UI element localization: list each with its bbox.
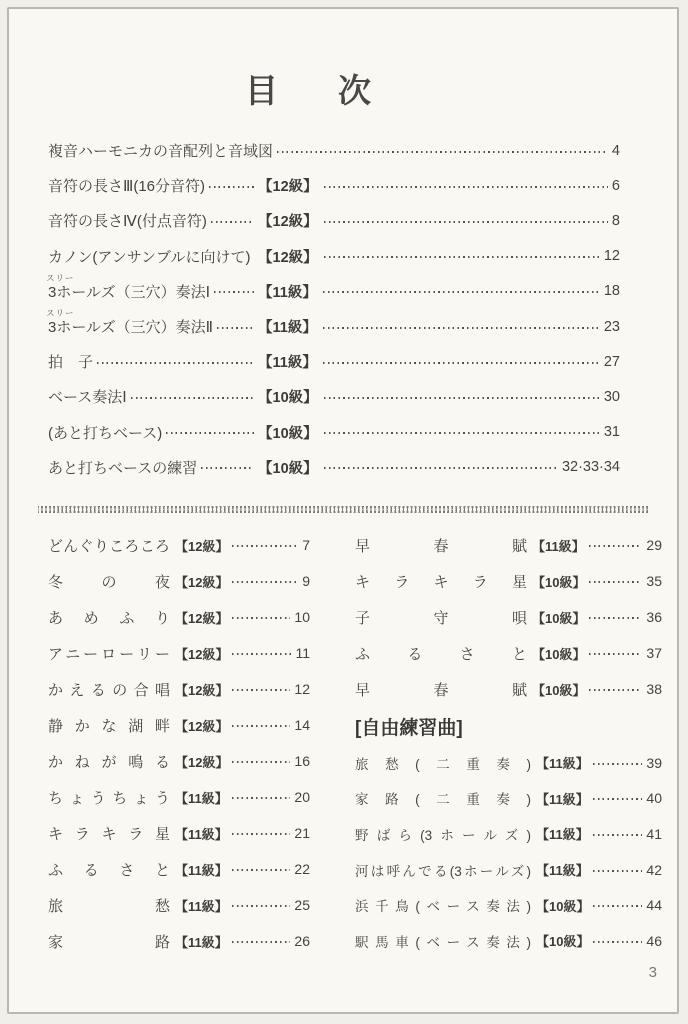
dotted-leader	[211, 221, 254, 223]
entry-title-wrap	[48, 175, 205, 196]
song-page-number: 39	[646, 754, 662, 771]
dotted-leader	[324, 186, 608, 188]
dotted-leader	[232, 833, 291, 835]
dotted-leader	[232, 689, 290, 691]
toc-entry	[48, 379, 620, 414]
song-entry	[355, 923, 662, 959]
dotted-leader	[324, 397, 600, 399]
song-page-number: 9	[302, 573, 310, 589]
entry-page-number: 4	[611, 142, 620, 159]
song-title: かえるの合唱	[48, 681, 170, 699]
song-page-number: 38	[646, 681, 662, 697]
dotted-leader	[323, 327, 600, 329]
dotted-leader	[232, 581, 298, 583]
grade-badge: 【10級】	[536, 898, 590, 914]
grade-badge: 【10級】	[532, 610, 586, 626]
grade-badge: 【12級】	[175, 646, 229, 662]
song-title: 河は呼んでる(3ホールズ)	[355, 863, 531, 879]
grade-badge: 【11級】	[175, 862, 228, 878]
grade-badge: 【11級】	[536, 863, 589, 879]
toc-entry	[48, 168, 620, 203]
dotted-leader	[232, 653, 291, 655]
song-title: 冬の夜	[48, 573, 170, 591]
dotted-leader	[593, 763, 643, 765]
grade-badge: 【11級】	[536, 791, 589, 807]
grade-badge: 【12級】	[258, 249, 318, 266]
grade-badge: 【10級】	[258, 390, 318, 407]
song-entry	[48, 599, 310, 635]
song-page-number: 46	[646, 932, 662, 949]
grade-badge: 【11級】	[536, 827, 589, 843]
song-entry	[355, 745, 662, 781]
dotted-leader	[593, 905, 642, 907]
toc-entry	[48, 133, 620, 168]
grade-badge: 【12級】	[175, 574, 229, 590]
entry-title: 音符の長さⅣ(付点音符)	[48, 213, 207, 231]
grade-badge: 【12級】	[258, 179, 318, 196]
page-title	[245, 65, 371, 112]
dotted-leader	[324, 256, 600, 258]
entry-title-cell	[48, 175, 258, 196]
grade-badge: 【11級】	[532, 538, 585, 554]
song-title: 静かな湖畔	[48, 717, 170, 735]
entry-page-number: 18	[603, 283, 620, 300]
grade-badge: 【11級】	[175, 790, 228, 806]
dotted-leader	[277, 151, 608, 153]
dotted-leader	[232, 941, 291, 943]
song-list-right	[355, 527, 662, 959]
toc-page	[7, 7, 679, 1014]
dotted-leader	[589, 689, 642, 691]
song-title: ふるさと	[48, 861, 170, 879]
decorative-divider	[38, 506, 648, 513]
song-title: 駅馬車(ベース奏法)	[355, 934, 531, 950]
grade-badge: 【12級】	[175, 718, 229, 734]
song-page-number: 26	[294, 933, 310, 949]
entry-page-number: 6	[611, 177, 620, 194]
dotted-leader	[593, 870, 643, 872]
grade-badge: 【12級】	[175, 754, 229, 770]
toc-entry	[48, 344, 620, 379]
dotted-leader	[166, 432, 254, 434]
dotted-leader	[589, 545, 643, 547]
entry-title-cell	[48, 422, 258, 443]
dotted-leader	[232, 617, 290, 619]
entry-title: ベース奏法Ⅰ	[48, 389, 127, 407]
entry-page-number: 23	[603, 318, 620, 335]
free-practice-list	[355, 745, 662, 959]
grade-badge: 【12級】	[175, 610, 229, 626]
page-number: 3	[648, 964, 657, 981]
toc-entry	[48, 309, 620, 344]
entry-title-cell	[48, 140, 273, 161]
entry-title-cell	[46, 308, 258, 337]
song-list-left	[48, 527, 310, 959]
entry-title: 3ホールズ（三穴）奏法Ⅰ	[48, 283, 211, 301]
entry-title-wrap	[48, 210, 207, 231]
grade-badge: 【10級】	[532, 682, 586, 698]
song-title: アニーローリー	[48, 645, 170, 663]
dotted-leader	[232, 869, 291, 871]
song-page-number: 41	[646, 825, 662, 842]
entry-title-wrap	[48, 422, 162, 443]
toc-entry	[48, 239, 620, 274]
dotted-leader	[232, 725, 290, 727]
song-entry	[48, 563, 310, 599]
song-title: どんぐりころころ	[48, 537, 170, 555]
entry-page-number: 8	[611, 212, 620, 229]
grade-badge: 【10級】	[258, 460, 318, 477]
grade-badge: 【12級】	[258, 214, 318, 231]
song-entry	[355, 671, 662, 707]
graded-songs-list	[355, 527, 662, 707]
song-title: 家路	[48, 933, 170, 951]
dotted-leader	[232, 905, 291, 907]
page-title-char: 次	[338, 72, 371, 109]
entry-title-cell	[48, 210, 258, 231]
dotted-leader	[323, 362, 600, 364]
song-title: 旅愁	[48, 897, 170, 915]
entry-page-number: 31	[603, 424, 620, 441]
song-page-number: 25	[294, 897, 310, 913]
song-entry	[355, 635, 662, 671]
song-page-number: 29	[646, 537, 662, 553]
entry-title-wrap	[46, 308, 213, 337]
song-entry	[355, 781, 662, 817]
entry-title: 複音ハーモニカの音配列と音域図	[48, 143, 274, 161]
song-page-number: 35	[646, 573, 662, 589]
dotted-leader	[201, 467, 254, 469]
entry-title-cell	[48, 351, 258, 372]
song-entry	[355, 816, 662, 852]
toc-entry	[48, 203, 620, 238]
entry-title-cell	[46, 272, 258, 302]
song-entry	[48, 671, 310, 707]
song-entry	[355, 563, 662, 599]
song-page-number: 44	[646, 897, 662, 914]
grade-badge: 【12級】	[175, 538, 229, 554]
song-page-number: 16	[294, 753, 310, 769]
entry-page-number: 27	[603, 353, 620, 370]
entry-title-wrap	[48, 386, 127, 407]
song-title: 家路(二重奏)	[355, 792, 531, 808]
entry-title: 3ホールズ（三穴）奏法Ⅱ	[48, 319, 213, 337]
entry-page-number: 12	[603, 248, 620, 265]
entry-title-wrap	[48, 457, 197, 478]
song-title: 子守唄	[355, 609, 527, 627]
grade-badge: 【10級】	[536, 934, 590, 950]
song-entry	[48, 527, 310, 563]
grade-badge: 【11級】	[175, 934, 228, 950]
dotted-leader	[589, 617, 642, 619]
toc-entry	[48, 274, 620, 309]
song-entry	[48, 707, 310, 743]
song-page-number: 14	[294, 717, 310, 733]
entry-title: (あと打ちベース)	[48, 424, 163, 442]
song-title: キラキラ星	[48, 825, 170, 843]
song-title: キラキラ星	[355, 573, 527, 591]
song-entry	[48, 815, 310, 851]
toc-entry	[48, 450, 620, 485]
dotted-leader	[323, 291, 600, 293]
song-title: 早春賦	[355, 537, 527, 555]
entry-page-number: 32·33·34	[561, 459, 620, 476]
entry-title: あと打ちベースの練習	[48, 459, 198, 477]
grade-badge: 【11級】	[258, 284, 317, 301]
song-title: 早春賦	[355, 681, 527, 699]
song-entry	[48, 923, 310, 959]
song-title: 野ばら(3ホールズ)	[355, 827, 531, 843]
dotted-leader	[593, 941, 642, 943]
song-page-number: 36	[646, 609, 662, 625]
entry-page-number: 30	[603, 388, 620, 405]
song-page-number: 21	[294, 825, 310, 841]
song-entry	[48, 635, 310, 671]
entry-title: カノン(アンサンブルに向けて)	[48, 248, 251, 266]
entry-title-wrap	[46, 272, 211, 302]
song-page-number: 12	[294, 681, 310, 697]
dotted-leader	[324, 221, 608, 223]
dotted-leader	[214, 291, 254, 293]
entry-title-wrap	[48, 246, 250, 267]
song-title: ふるさと	[355, 645, 527, 663]
song-entry	[355, 599, 662, 635]
dotted-leader	[593, 798, 643, 800]
dotted-leader	[593, 834, 643, 836]
song-title: あめふり	[48, 609, 170, 627]
song-entry	[48, 887, 310, 923]
song-entry	[355, 527, 662, 563]
song-page-number: 11	[295, 645, 310, 661]
entry-title-cell	[48, 386, 258, 407]
grade-badge: 【10級】	[532, 646, 586, 662]
song-entry	[48, 743, 310, 779]
dotted-leader	[232, 761, 290, 763]
dotted-leader	[232, 545, 298, 547]
free-practice-header: [自由練習曲]	[355, 717, 463, 739]
grade-badge: 【11級】	[258, 320, 317, 337]
dotted-leader	[217, 327, 254, 329]
dotted-leader	[324, 467, 558, 469]
song-entry	[355, 887, 662, 923]
toc-entry	[48, 415, 620, 450]
furigana-label: スリー	[46, 308, 75, 319]
dotted-leader	[232, 797, 291, 799]
song-page-number: 42	[646, 861, 662, 878]
grade-badge: 【10級】	[532, 574, 586, 590]
song-title: かねが鳴る	[48, 753, 170, 771]
song-title: ちょうちょう	[48, 789, 170, 807]
song-entry	[355, 852, 662, 888]
grade-badge: 【11級】	[175, 826, 228, 842]
song-title: 浜千鳥(ベース奏法)	[355, 899, 531, 915]
main-toc-list	[48, 133, 620, 485]
grade-badge: 【12級】	[175, 682, 229, 698]
entry-title: 音符の長さⅢ(16分音符)	[48, 178, 206, 196]
entry-title-cell	[48, 457, 258, 478]
entry-title-wrap	[48, 351, 93, 372]
song-page-number: 40	[646, 790, 662, 807]
song-entry	[48, 851, 310, 887]
song-page-number: 37	[646, 645, 662, 661]
dotted-leader	[209, 186, 254, 188]
song-page-number: 22	[294, 861, 310, 877]
song-page-number: 20	[294, 789, 310, 805]
song-page-number: 10	[294, 609, 310, 625]
page-title-char: 目	[245, 72, 278, 109]
furigana-label: スリー	[46, 272, 75, 283]
dotted-leader	[589, 581, 642, 583]
dotted-leader	[131, 397, 254, 399]
grade-badge: 【11級】	[175, 898, 228, 914]
grade-badge: 【11級】	[258, 355, 317, 372]
entry-title-wrap	[48, 140, 273, 161]
entry-title: 拍 子	[48, 354, 94, 372]
grade-badge: 【10級】	[258, 425, 318, 442]
dotted-leader	[97, 362, 254, 364]
dotted-leader	[324, 432, 600, 434]
song-title: 旅愁(二重奏)	[355, 756, 531, 772]
grade-badge: 【11級】	[536, 756, 589, 772]
song-entry	[48, 779, 310, 815]
dotted-leader	[589, 653, 642, 655]
entry-title-cell	[48, 246, 258, 267]
song-page-number: 7	[302, 537, 310, 553]
